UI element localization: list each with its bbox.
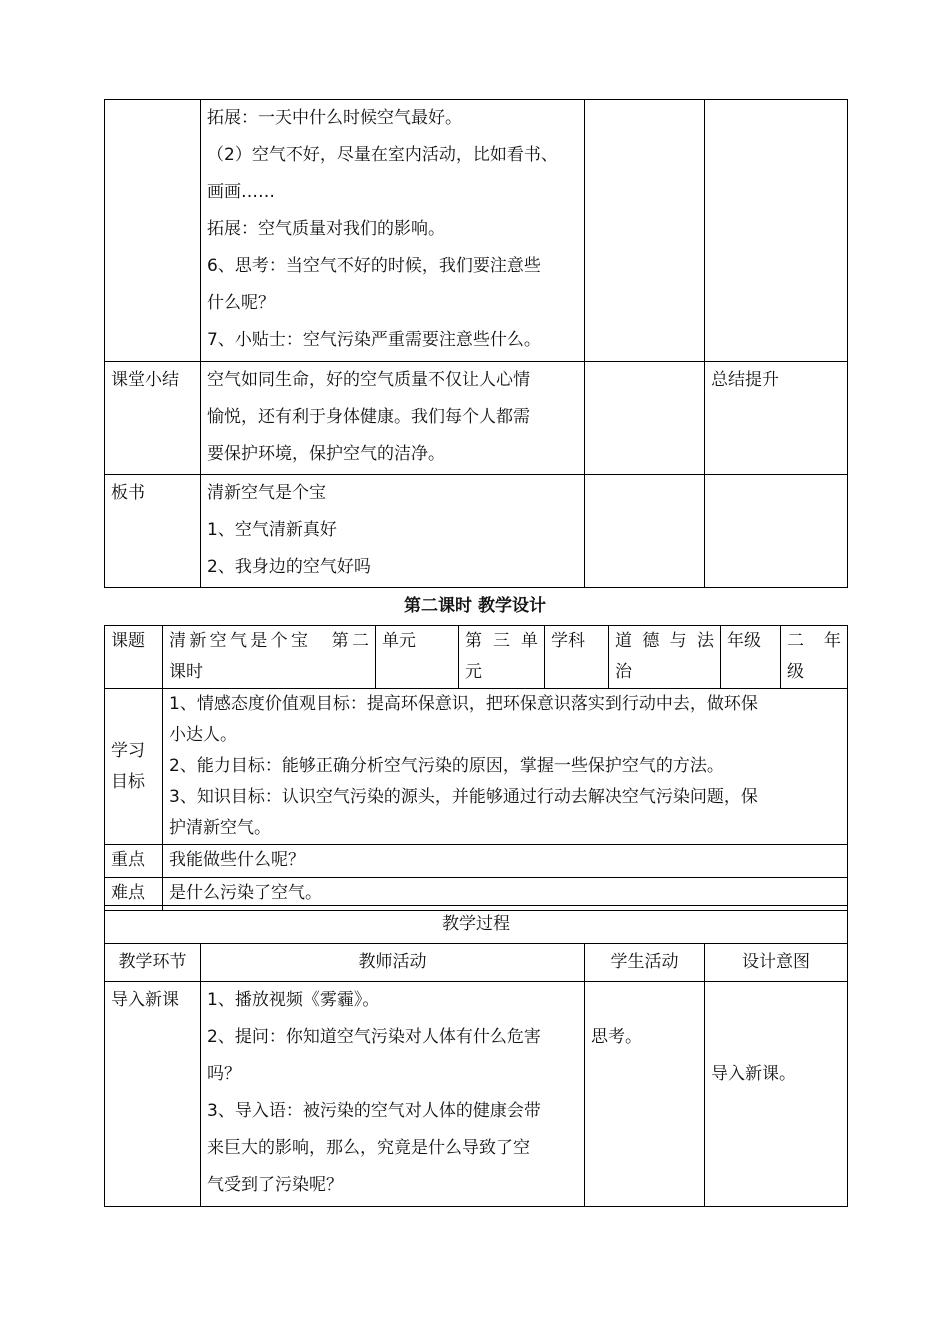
text-line: 第 三 单	[465, 631, 538, 651]
column-header: 教师活动	[201, 944, 585, 982]
text-line: 2、我身边的空气好吗	[207, 557, 371, 577]
lesson1-table	[104, 99, 848, 588]
table-row	[105, 362, 848, 475]
text-line: 7、小贴士：空气污染严重需要注意些什么。	[207, 330, 541, 350]
teacher-activity-cell	[201, 100, 585, 362]
table-row	[105, 944, 848, 982]
column-header: 设计意图	[705, 944, 848, 982]
text-line: 1、播放视频《雾霾》。	[207, 990, 380, 1010]
board-label: 板书	[105, 475, 201, 588]
text-line: 1、空气清新真好	[207, 520, 337, 540]
text-line: 护清新空气。	[169, 818, 271, 838]
teaching-process-table	[104, 905, 848, 1207]
text-line: 1、情感态度价值观目标：提高环保意识，把环保意识落实到行动中去，做环保	[169, 694, 758, 714]
text-line: 要保护环境，保护空气的洁净。	[207, 444, 445, 464]
text-line: 导入新课。	[711, 1064, 796, 1084]
empty-cell	[105, 100, 201, 362]
text-line: 目标	[111, 771, 145, 792]
empty-cell	[585, 100, 705, 362]
design-intent-cell	[705, 982, 848, 1207]
table-row	[105, 100, 848, 362]
text-line: 气受到了污染呢？	[207, 1175, 343, 1195]
text-line: 课时	[169, 662, 203, 682]
text-line: 级	[787, 662, 804, 682]
topic-label: 课题	[105, 626, 163, 689]
table-row	[105, 626, 848, 689]
text-line: 画画……	[207, 182, 275, 202]
text-line: 拓展：一天中什么时候空气最好。	[207, 108, 462, 128]
text-line: 思考。	[591, 1027, 642, 1047]
text-line: 元	[465, 662, 482, 682]
table-row	[105, 689, 848, 845]
text-line: 空气如同生命，好的空气质量不仅让人心情	[207, 370, 530, 390]
text-line: 吗？	[207, 1064, 241, 1084]
text-line: 学习	[111, 740, 145, 761]
text-line: 愉悦，还有利于身体健康。我们每个人都需	[207, 407, 530, 427]
lesson2-info-table	[104, 625, 848, 911]
key-point-label: 重点	[105, 845, 163, 878]
text-line: 小达人。	[169, 725, 237, 745]
column-header: 教学环节	[105, 944, 201, 982]
text-line: 治	[615, 662, 632, 682]
key-point-text: 我能做些什么呢？	[163, 845, 848, 878]
empty-cell	[585, 362, 705, 475]
text-line: 清新空气是个宝 第二	[169, 631, 369, 651]
student-activity-cell	[585, 982, 705, 1207]
difficulty-label: 难点	[105, 878, 163, 911]
text-line: 2、能力目标：能够正确分析空气污染的原因，掌握一些保护空气的方法。	[169, 756, 724, 776]
table-row	[105, 845, 848, 878]
text-line: 什么呢？	[207, 293, 275, 313]
board-text-cell	[201, 475, 585, 588]
process-header: 教学过程	[105, 906, 848, 944]
empty-cell	[705, 100, 848, 362]
empty-cell	[705, 475, 848, 588]
goals-label	[105, 689, 163, 845]
text-line: 6、思考：当空气不好的时候，我们要注意些	[207, 256, 541, 276]
table-row	[105, 906, 848, 944]
summary-text-cell	[201, 362, 585, 475]
table-row	[105, 982, 848, 1207]
intro-label: 导入新课	[105, 982, 201, 1207]
empty-cell	[585, 475, 705, 588]
section-title: 第二课时 教学设计	[404, 596, 546, 616]
text-line: （2）空气不好，尽量在室内活动，比如看书、	[207, 145, 558, 165]
grade-label: 年级	[721, 626, 781, 689]
difficulty-text: 是什么污染了空气。	[163, 878, 848, 911]
column-header: 学生活动	[585, 944, 705, 982]
summary-label: 课堂小结	[105, 362, 201, 475]
text-line: 3、导入语：被污染的空气对人体的健康会带	[207, 1101, 541, 1121]
subject-value	[609, 626, 721, 689]
unit-label: 单元	[376, 626, 459, 689]
subject-label: 学科	[545, 626, 609, 689]
summary-intent: 总结提升	[705, 362, 848, 475]
unit-value	[459, 626, 545, 689]
topic-value	[163, 626, 376, 689]
text-line: 道 德 与 法	[615, 631, 714, 651]
text-line: 3、知识目标：认识空气污染的源头，并能够通过行动去解决空气污染问题，保	[169, 787, 758, 807]
text-line: 来巨大的影响，那么，究竟是什么导致了空	[207, 1138, 530, 1158]
text-line: 清新空气是个宝	[207, 483, 326, 503]
text-line: 2、提问：你知道空气污染对人体有什么危害	[207, 1027, 541, 1047]
goals-text-cell	[163, 689, 848, 845]
text-line: 拓展：空气质量对我们的影响。	[207, 219, 445, 239]
table-row	[105, 475, 848, 588]
grade-value	[781, 626, 848, 689]
teacher-activity-cell	[201, 982, 585, 1207]
text-line: 二 年	[787, 631, 841, 651]
